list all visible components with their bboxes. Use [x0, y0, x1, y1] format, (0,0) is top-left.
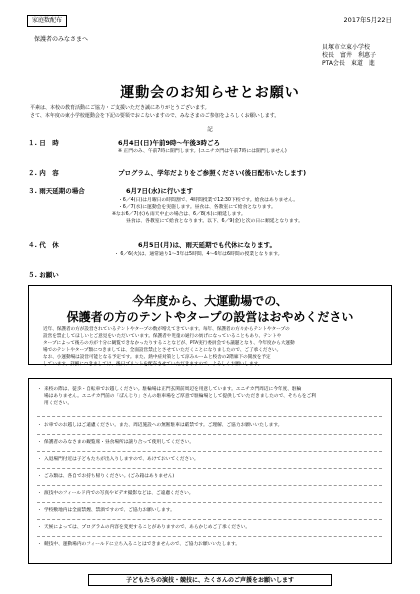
- rain-note: ・6／4(日)は月曜日の時間割で、4時間授業で12:30下校です。給食はありません。: [118, 198, 299, 203]
- banner-line: しています。詳細につきましては、後日プリントを配布させていただきますので、よろしくお願いします。: [43, 362, 263, 367]
- bullet-icon: ・: [37, 423, 42, 428]
- item-content-value: プログラム、学年だよりをご参照ください(後日配布いたします): [118, 169, 307, 177]
- banner-body: [43, 326, 379, 368]
- item-content-label: ２. 内 容: [28, 169, 59, 177]
- rule-text: ごみ類は、各自でお持ち帰りください。(ごみ箱はありません): [44, 474, 175, 479]
- item-content: [28, 168, 398, 180]
- divider: [37, 519, 382, 520]
- rule-item: [37, 473, 382, 480]
- rule-text: お車でのお越しはご遠慮ください。また、周辺施設への無断駐車は厳禁です。ご理解、ご協力お願いいたします。: [44, 423, 283, 428]
- rule-text: 保護者のみなさまの観覧席・昼食場所は譲り合って使用してください。: [44, 440, 195, 445]
- rule-item: [37, 507, 382, 514]
- rule-text: 用ください。: [44, 401, 73, 406]
- addressee: 保護者のみなさまへ: [34, 36, 89, 43]
- rain-note: 昼食は、各教室にて給食となります。以下、6／9(金)と次の日に順延となります。: [126, 219, 303, 224]
- divider: [37, 502, 382, 503]
- item-requests: [28, 270, 398, 280]
- banner-headline-2: 保護者の方のテントやタープの設営はおやめください: [66, 310, 354, 324]
- issue-date: 2017年5月22日: [343, 16, 392, 24]
- footer-message: 子どもたちの演技・競技に、たくさんのご声援をお願いします: [88, 574, 332, 586]
- item-date-value: 6月4日(日)午前9時〜午後3時ごろ: [118, 139, 221, 147]
- rule-text: 来校の際は、徒歩・自転車でお越しください。駐輪場は正門玄関前周辺を用意しています。ユニチカ門周辺に今年度、駐輪: [44, 387, 302, 392]
- rule-item: [37, 541, 382, 548]
- sender-school: 貝塚市立東小学校: [322, 44, 371, 51]
- bullet-icon: ・: [37, 508, 42, 513]
- item-rain-label: ３. 雨天延期の場合: [28, 187, 85, 195]
- divider: [37, 536, 382, 537]
- rule-item: [37, 422, 382, 429]
- banner-line: タープによって後ろの方が十分に観覧できなかったりすることなどが、PTA実行委員会でも議題となり、今年度から大運動: [43, 341, 295, 346]
- intro-text: [30, 104, 395, 120]
- divider: [37, 468, 382, 469]
- divider: [37, 451, 382, 452]
- item-holiday-value: 6月5日(月)は、雨天延期でも代休になります。: [138, 241, 276, 249]
- rain-note: ・6／7(水)に運動会を実施します。昼食は、各教室にて給食となります。: [118, 205, 276, 210]
- sender-principal: 校長 富井 利惠子: [322, 52, 377, 59]
- sender-block: [322, 44, 392, 68]
- bullet-icon: ・: [37, 491, 42, 496]
- bullet-icon: ・: [37, 440, 42, 445]
- divider: [37, 485, 382, 486]
- rules-box: [28, 378, 392, 564]
- rule-text: 天候によっては、プログラムの内容を変更することがありますので、あらかじめご了承ください。: [44, 525, 251, 530]
- rule-text: 演技中のフィールド内での写真やビデオ撮影などは、ご遠慮ください。: [44, 491, 194, 496]
- rule-item: [37, 524, 382, 531]
- banner-line: 設営を禁止してほしいとご意見をいただいています。保護者や児童の通行の妨げになっていることもあり、テントや: [43, 334, 282, 339]
- bullet-icon: ・: [37, 457, 42, 462]
- ki-heading: 記: [207, 127, 213, 133]
- rule-item: [37, 490, 382, 497]
- item-rain: [28, 186, 398, 236]
- rule-text: 場はありません。ユニチカ門前の「ぽんじり」さんの駐車場をご厚意で駐輪場として提供していただきましたので、そちらをご利: [44, 394, 316, 399]
- banner-line: 近年、保護者の方が設営されているテントやタープの数が増えてきています。毎年、保護者の方々からテントやタープの: [43, 327, 290, 332]
- rule-text: 学校敷地内は全面禁煙、禁酒ですので、ご協力お願いします。: [44, 508, 175, 513]
- distribution-tag: 家庭数配布: [27, 15, 67, 27]
- item-date-note: ※ 正門のみ、午前7時に開門します。(ユニチカ門は午前7時には開門しません): [118, 149, 287, 154]
- rule-item: [37, 386, 382, 407]
- banner-line: 場でのテントやタープ類につきましては、全面設営禁止とさせていただくことになりましたので、ご了承ください。: [43, 348, 282, 353]
- rain-note: ※なお6／7(水)も雨天中止の場合は、6／8(木)に順延します。: [112, 212, 246, 217]
- item-holiday-note: ・ 6／6(火)は、通常通り1〜3年は5時間、4〜6年は6時間の授業となります。: [114, 252, 283, 257]
- intro-line: 平素は、本校の教育活動にご協力・ご支援いただき誠にありがとうございます。: [30, 105, 210, 111]
- bullet-icon: ・: [37, 525, 42, 530]
- item-requests-label: ５. お願い: [28, 271, 59, 279]
- banner-line: なお、小運動場は設営可能となる予定です。また、熱中症対策として涼みルームと校舎の2階廊下の開放を予定: [43, 355, 271, 360]
- rule-text: 入退場門付近は子どもたちが出入りしますので、あけておいてください。: [44, 457, 199, 462]
- banner-headline-1: 今年度から、大運動場での、: [132, 294, 288, 308]
- item-holiday-label: ４. 代 休: [28, 241, 59, 249]
- item-date-label: １. 日 時: [28, 139, 59, 147]
- rule-text: 競技中、運動場内のフィールドに立ち入ることはできませんので、ご協力お願いいたします。: [44, 542, 240, 547]
- item-date: [28, 138, 398, 162]
- page-title: 運動会のお知らせとお願い: [120, 85, 300, 101]
- rule-item: [37, 456, 382, 463]
- item-rain-value: 6月7日(水)に行います: [126, 187, 193, 195]
- bullet-icon: ・: [37, 387, 42, 392]
- bullet-icon: ・: [37, 474, 42, 479]
- sender-pta: PTA会長 東道 進: [322, 60, 375, 67]
- divider: [37, 434, 382, 435]
- tent-notice-banner: [28, 285, 392, 365]
- intro-line: さて、本年度の東小学校運動会を下記の要領でおこないますので、みなさまのご参加をよろしくお願いします。: [30, 113, 280, 119]
- item-holiday: [28, 240, 398, 262]
- bullet-icon: ・: [37, 542, 42, 547]
- rule-item: [37, 439, 382, 446]
- divider: [37, 416, 382, 417]
